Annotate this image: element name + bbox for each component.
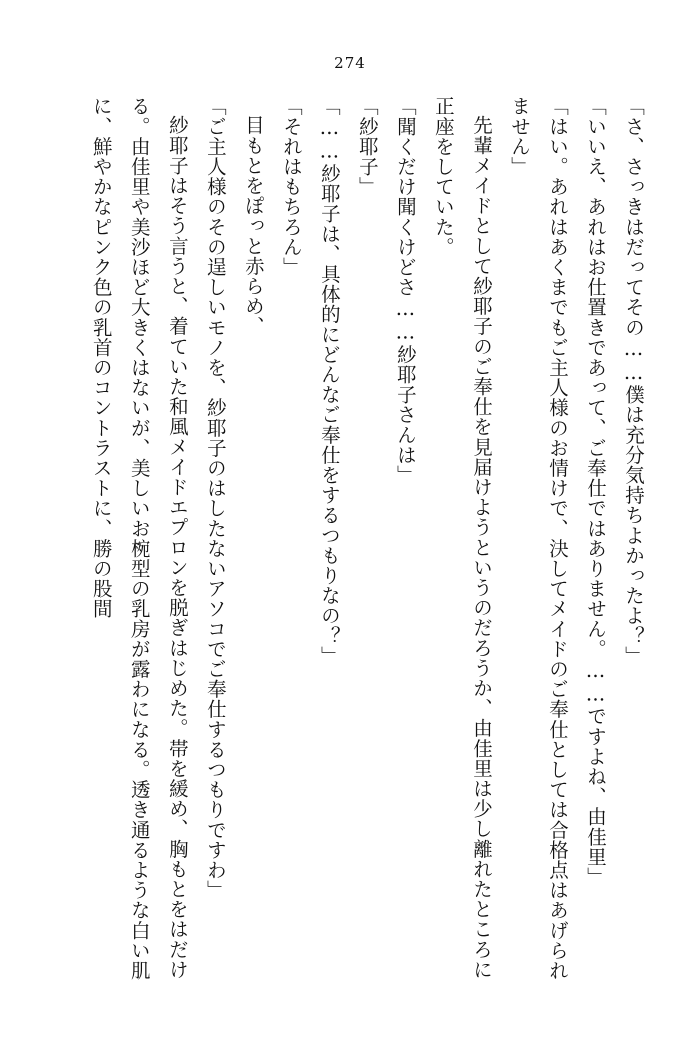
paragraph: 「さ、さっきはだってその……僕は充分気持ちよかったよ？」 [622,96,645,666]
paragraph: 「はい。あれはあくまでもご主人様のお情けで、決してメイドのご奉仕としては合格点はあげられません」 [507,96,569,981]
paragraph: 「いいえ、あれはお仕置きであって、ご奉仕ではありません。……ですよね、由佳里」 [583,96,607,887]
paragraph: 「聞くだけ聞くけどさ……紗耶子さんは」 [393,96,417,485]
paragraph: 「紗耶子」 [355,96,379,197]
paragraph: 目もとをぽっと赤らめ、 [241,115,265,337]
body-text [48,96,652,996]
paragraph: 「それはもちろん」 [279,96,303,277]
paragraph: 先輩メイドとして紗耶子のご奉仕を見届けようというのだろうか、由佳里は少し離れたところに正座をしていた。 [431,96,493,980]
page-number: 274 [334,54,366,72]
paragraph: 「……紗耶子は、具体的にどんなご奉仕をするつもりなの？」 [317,96,341,666]
paragraph: 「ご主人様のその逞しいモノを、紗耶子のはしたないアソコでご奉仕するつもりですわ」 [203,96,227,900]
paragraph: 紗耶子はそう言うと、着ていた和風メイドエプロンを脱ぎはじめた。帯を緩め、胸もとをはだける。由佳里や美沙ほど大きくはないが、美しいお椀型の乳房が露わになる。透き通るような白い肌に、鮮やかなピンク色の乳首のコントラストに、勝の股間 [89,96,189,981]
